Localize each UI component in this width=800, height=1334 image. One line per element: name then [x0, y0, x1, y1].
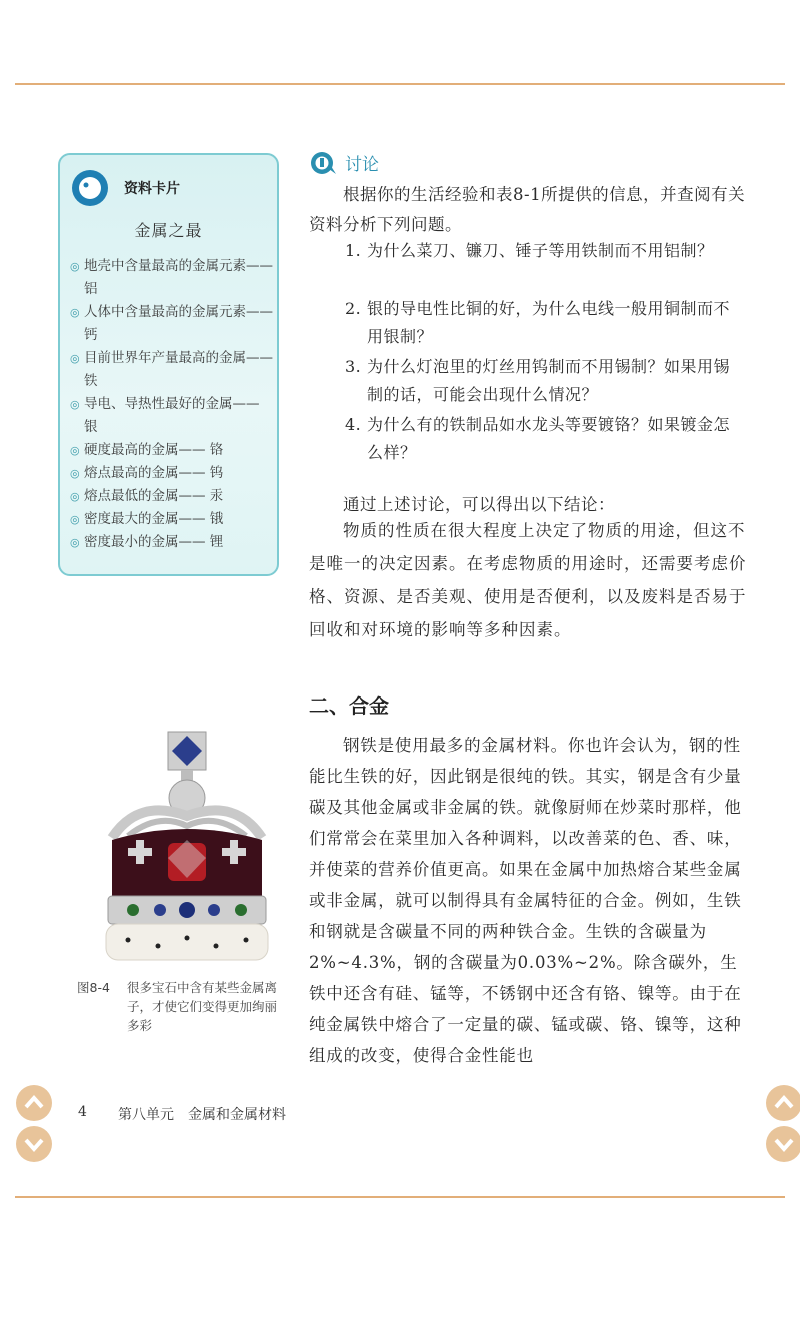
card-item: ◎ 密度最小的金属—— 锂: [70, 531, 275, 554]
bullet-icon: ◎: [70, 398, 80, 411]
bottom-divider: [15, 1196, 785, 1198]
bullet-icon: ◎: [70, 513, 80, 526]
info-card-icon: [70, 168, 110, 208]
section-heading: 二、合金: [309, 694, 389, 718]
page-number: 4: [78, 1104, 87, 1120]
card-title: 资料卡片: [124, 181, 180, 197]
chevron-up-icon[interactable]: [12, 1083, 56, 1123]
bullet-icon: ◎: [70, 444, 80, 457]
chevron-down-icon[interactable]: [762, 1124, 800, 1164]
bullet-icon: ◎: [70, 536, 80, 549]
conclusion-lead: 通过上述讨论，可以得出以下结论：: [343, 495, 615, 514]
figure-caption-text: 很多宝石中含有某些金属离子，才使它们变得更加绚丽多彩: [127, 980, 278, 1033]
card-item: ◎ 地壳中含量最高的金属元素—— 铝: [70, 255, 275, 301]
card-subtitle: 金属之最: [134, 221, 203, 240]
card-list: [70, 255, 275, 554]
figure-label: 图8-4: [77, 980, 110, 995]
discussion-header: [309, 150, 379, 175]
card-item: ◎ 熔点最高的金属—— 钨: [70, 462, 275, 485]
card-item: ◎ 目前世界年产量最高的金属—— 铁: [70, 347, 275, 393]
discussion-icon: [309, 151, 337, 175]
conclusion-paragraph: 物质的性质在很大程度上决定了物质的用途，但这不是唯一的决定因素。在考虑物质的用途时，还需要考虑价格、资源、是否美观、使用是否便利，以及废料是否易于回收和对环境的影响等多种因素。: [309, 521, 747, 639]
question-item: 1. 为什么菜刀、镰刀、锤子等用铁制而不用铝制？: [345, 241, 714, 260]
discussion-title: 讨论: [345, 155, 379, 175]
bullet-icon: ◎: [70, 352, 80, 365]
bullet-icon: ◎: [70, 490, 80, 503]
top-divider: [15, 83, 785, 85]
bullet-icon: ◎: [70, 260, 80, 273]
crown-image: [98, 728, 276, 968]
bullet-icon: ◎: [70, 306, 80, 319]
chevron-down-icon[interactable]: [12, 1124, 56, 1164]
card-item: ◎ 硬度最高的金属—— 铬: [70, 439, 275, 462]
question-item: 4. 为什么有的铁制品如水龙头等要镀铬？如果镀金怎么样？: [345, 415, 731, 462]
card-header: [70, 167, 180, 209]
question-item: 3. 为什么灯泡里的灯丝用钨制而不用锡制？如果用锡制的话，可能会出现什么情况？: [345, 357, 731, 404]
chevron-up-icon[interactable]: [762, 1083, 800, 1123]
bullet-icon: ◎: [70, 467, 80, 480]
figure-caption: [77, 978, 287, 1035]
card-item: ◎ 熔点最低的金属—— 汞: [70, 485, 275, 508]
alloy-paragraph: 钢铁是使用最多的金属材料。你也许会认为，钢的性能比生铁的好，因此钢是很纯的铁。其实，钢是含有少量碳及其他金属或非金属的铁。就像厨师在炒菜时那样，他们常常会在菜里加入各种调料，以改善菜的色、香、味，并使菜的营养价值更高。如果在金属中加热熔合某些金属或非金属，就可以制得具有金属特征的合金。例如，生铁和钢就是含碳量不同的两种铁合金。生铁的含碳量为2%~4.3%，钢的含碳量为0.03%~2%。除含碳外，生铁中还含有硅、锰等，不锈钢中还含有铬、镍等。由于在纯金属铁中熔合了一定量的碳、锰或碳、铬、镍等，这种组成的改变，使得合金性能也: [309, 736, 742, 1065]
discussion-intro: 根据你的生活经验和表8-1所提供的信息，并查阅有关资料分析下列问题。: [309, 185, 746, 234]
card-item: ◎ 密度最大的金属—— 锇: [70, 508, 275, 531]
question-item: 2. 银的导电性比铜的好，为什么电线一般用铜制而不用银制？: [345, 299, 731, 346]
card-item: ◎ 人体中含量最高的金属元素—— 钙: [70, 301, 275, 347]
resource-card: [58, 153, 279, 576]
card-item: ◎ 导电、导热性最好的金属—— 银: [70, 393, 275, 439]
unit-title: 第八单元 金属和金属材料: [118, 1107, 286, 1123]
